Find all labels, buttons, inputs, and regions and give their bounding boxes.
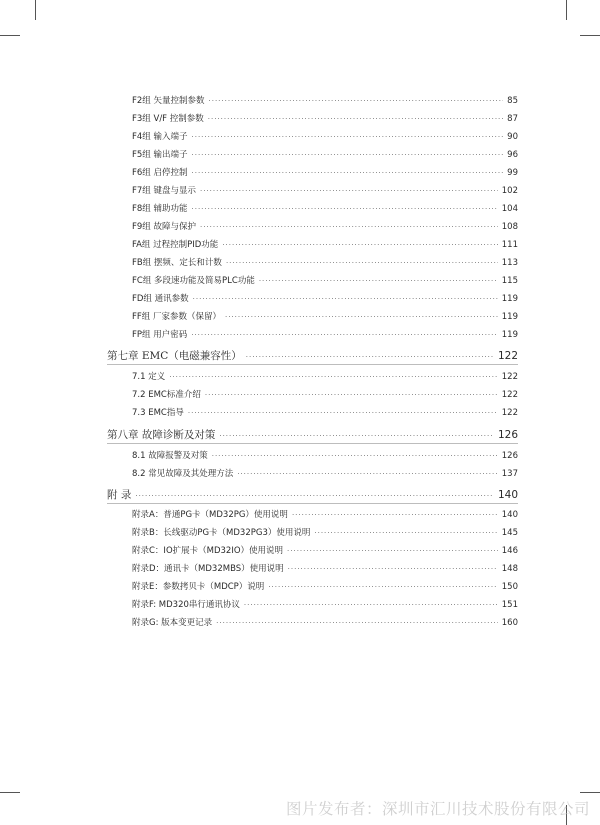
toc-entry-label: FC组 多段速功能及简易PLC功能: [132, 276, 255, 286]
toc-page-number: 113: [501, 258, 518, 268]
leader-dots: [259, 273, 498, 289]
toc-entry-label: FB组 摆频、定长和计数: [132, 258, 222, 268]
toc-entry-7-2[interactable]: [132, 387, 518, 403]
toc-page-number: 150: [501, 582, 518, 592]
toc-appendix[interactable]: [107, 487, 518, 503]
leader-dots: [205, 387, 498, 403]
toc-entry-appendix-c[interactable]: [132, 543, 518, 559]
leader-dots: [288, 561, 498, 577]
toc-chapter-title: 附 录: [107, 489, 132, 501]
toc-entry-label: FA组 过程控制PID功能: [132, 240, 219, 250]
toc-entry-f3[interactable]: [132, 111, 518, 127]
toc-page-number: 119: [501, 330, 518, 340]
leader-dots: [192, 165, 504, 181]
leader-dots: [246, 349, 494, 364]
toc-entry-7-1[interactable]: [132, 369, 518, 385]
leader-dots: [268, 579, 497, 595]
leader-dots: [226, 255, 498, 271]
toc-entry-label: F4组 输入端子: [132, 132, 188, 142]
toc-page-number: 122: [501, 408, 518, 418]
toc-entry-label: 附录A：普通PG卡（MD32PG）使用说明: [132, 510, 288, 520]
toc-chapter-7[interactable]: [107, 348, 518, 364]
leader-dots: [244, 597, 498, 613]
toc-entry-label: F9组 故障与保护: [132, 222, 196, 232]
toc-entry-label: F5组 输出端子: [132, 150, 188, 160]
section-divider: [107, 364, 518, 365]
leader-dots: [135, 488, 494, 503]
toc-entry-label: FP组 用户密码: [132, 330, 188, 340]
toc-chapter-title: 第八章 故障诊断及对策: [107, 429, 216, 441]
toc-entry-label: 7.3 EMC指导: [132, 408, 184, 418]
toc-entry-f5[interactable]: [132, 147, 518, 163]
leader-dots: [212, 448, 498, 464]
toc-entry-fc[interactable]: [132, 273, 518, 289]
toc-entry-fb[interactable]: [132, 255, 518, 271]
toc-page-number: 140: [501, 510, 518, 520]
toc-entry-label: 7.1 定义: [132, 372, 166, 382]
toc-chapter-8[interactable]: [107, 427, 518, 443]
toc-entry-label: 附录C：IO扩展卡（MD32IO）使用说明: [132, 546, 284, 556]
leader-dots: [209, 93, 504, 109]
toc-entry-appendix-g[interactable]: [132, 615, 518, 631]
toc-page-number: 151: [501, 600, 518, 610]
leader-dots: [200, 183, 498, 199]
toc-page-number: 99: [507, 168, 518, 178]
toc-entry-label: 7.2 EMC标准介绍: [132, 390, 201, 400]
toc-page-number: 126: [501, 451, 518, 461]
section-divider: [107, 503, 518, 504]
leader-dots: [292, 507, 498, 523]
leader-dots: [314, 525, 497, 541]
toc-page-number: 148: [501, 564, 518, 574]
toc-page-number: 140: [497, 489, 518, 501]
toc-entry-appendix-b[interactable]: [132, 525, 518, 541]
toc-entry-label: FF组 厂家参数（保留）: [132, 312, 221, 322]
toc-page-number: 108: [501, 222, 518, 232]
leader-dots: [188, 405, 498, 421]
toc-entry-appendix-d[interactable]: [132, 561, 518, 577]
leader-dots: [192, 147, 504, 163]
leader-dots: [192, 201, 498, 217]
toc-entry-7-3[interactable]: [132, 405, 518, 421]
toc-entry-label: 附录E：参数拷贝卡（MDCP）说明: [132, 582, 265, 592]
toc-entry-label: F7组 键盘与显示: [132, 186, 196, 196]
toc-page-number: 126: [497, 429, 518, 441]
toc-page-number: 122: [501, 372, 518, 382]
toc-entry-label: 附录D：通讯卡（MD32MBS）使用说明: [132, 564, 284, 574]
toc-page-number: 87: [507, 114, 518, 124]
toc-entry-f6[interactable]: [132, 165, 518, 181]
toc-entry-f7[interactable]: [132, 183, 518, 199]
toc-page-number: 160: [501, 618, 518, 628]
toc-chapter-title: 第七章 EMC（电磁兼容性）: [107, 350, 242, 362]
toc-page-number: 119: [501, 312, 518, 322]
leader-dots: [191, 327, 498, 343]
toc-page-number: 90: [507, 132, 518, 142]
toc-page-number: 115: [501, 276, 518, 286]
toc-entry-label: F2组 矢量控制参数: [132, 96, 205, 106]
toc-page-number: 146: [501, 546, 518, 556]
leader-dots: [237, 466, 498, 482]
section-divider: [107, 443, 518, 444]
leader-dots: [208, 111, 503, 127]
toc-entry-label: 附录F: MD320串行通讯协议: [132, 600, 240, 610]
toc-page-number: 85: [507, 96, 518, 106]
toc-entry-8-2[interactable]: [132, 466, 518, 482]
toc-entry-label: F3组 V/F 控制参数: [132, 114, 204, 124]
toc-page-number: 122: [497, 350, 518, 362]
toc-entry-fa[interactable]: [132, 237, 518, 253]
toc-page-number: 102: [501, 186, 518, 196]
toc-entry-label: 附录G: 版本变更记录: [132, 618, 213, 628]
toc-page-number: 122: [501, 390, 518, 400]
leader-dots: [222, 237, 497, 253]
toc-entry-f4[interactable]: [132, 129, 518, 145]
leader-dots: [169, 369, 498, 385]
toc-entry-label: 8.1 故障报警及对策: [132, 451, 208, 461]
toc-entry-ff[interactable]: [132, 309, 518, 325]
publisher-watermark: 图片发布者：深圳市汇川技术股份有限公司: [285, 800, 590, 818]
toc-entry-label: 附录B：长线驱动PG卡（MD32PG3）使用说明: [132, 528, 311, 538]
toc-page-number: 104: [501, 204, 518, 214]
toc-entry-f2[interactable]: [132, 93, 518, 109]
toc-entry-appendix-f[interactable]: [132, 597, 518, 613]
toc-entry-fp[interactable]: [132, 327, 518, 343]
toc-entry-label: F6组 启停控制: [132, 168, 188, 178]
toc-entry-label: 8.2 常见故障及其处理方法: [132, 469, 234, 479]
leader-dots: [216, 615, 498, 631]
toc-page-number: 145: [501, 528, 518, 538]
leader-dots: [200, 219, 498, 235]
toc-entry-fd[interactable]: [132, 291, 518, 307]
toc-entry-label: F8组 辅助功能: [132, 204, 188, 214]
toc-page-number: 96: [507, 150, 518, 160]
toc-entry-label: FD组 通讯参数: [132, 294, 189, 304]
toc-entry-appendix-a[interactable]: [132, 507, 518, 523]
leader-dots: [219, 428, 494, 443]
toc-page-number: 119: [501, 294, 518, 304]
leader-dots: [192, 129, 504, 145]
toc-page-number: 137: [501, 469, 518, 479]
toc-page-number: 111: [501, 240, 518, 250]
toc-entry-8-1[interactable]: [132, 448, 518, 464]
leader-dots: [287, 543, 498, 559]
toc-entry-f8[interactable]: [132, 201, 518, 217]
toc-entry-appendix-e[interactable]: [132, 579, 518, 595]
toc-entry-f9[interactable]: [132, 219, 518, 235]
leader-dots: [193, 291, 498, 307]
leader-dots: [225, 309, 498, 325]
